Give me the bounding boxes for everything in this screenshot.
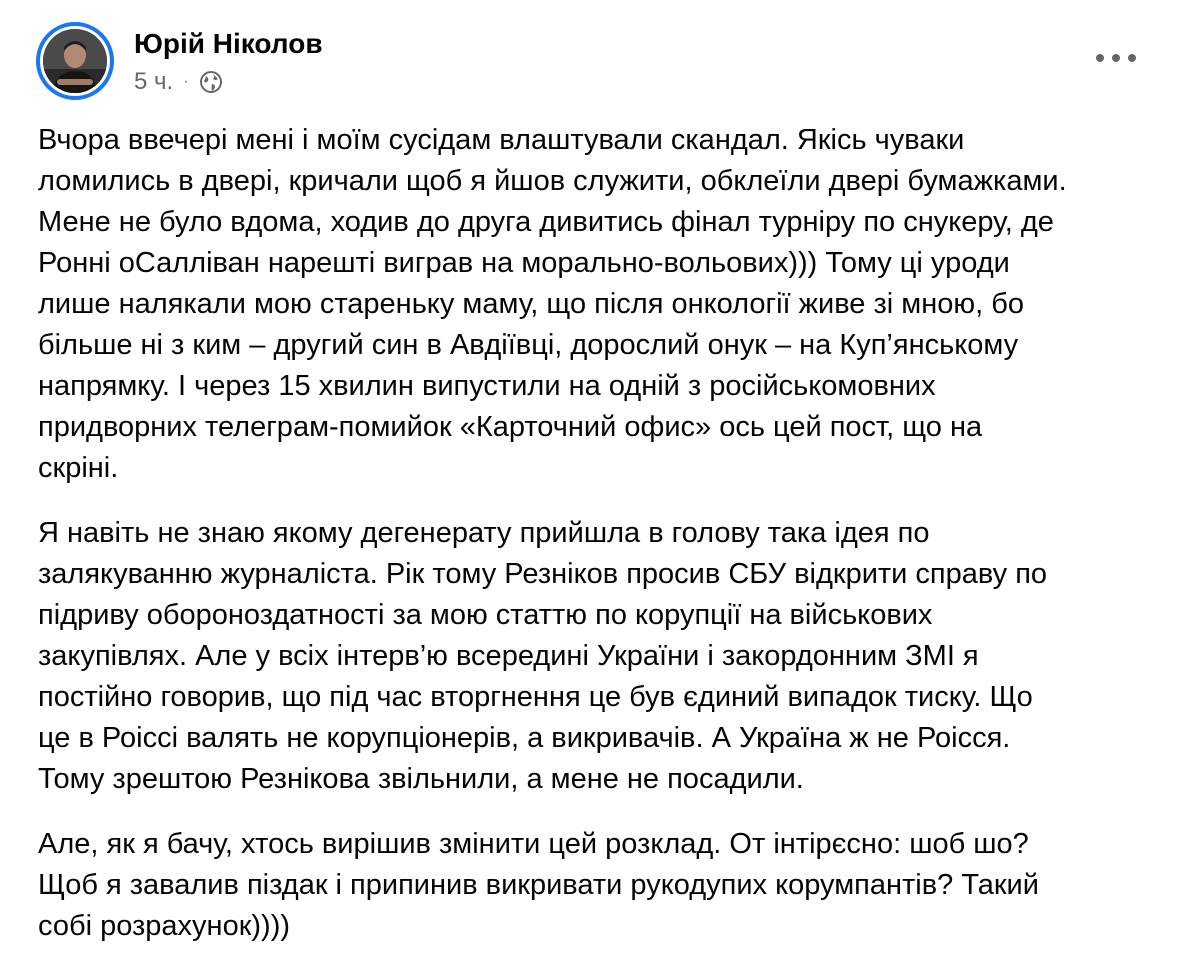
avatar[interactable] xyxy=(36,22,114,100)
post-header xyxy=(36,22,323,106)
post-paragraph: Я навіть не знаю якому дегенерату прийшла в голову така ідея по залякуванню журналіста. Рік тому Резніков просив СБУ відкрити справу по підриву обороноздатності за мою статтю по корупції на військових закупівлях. Але у всіх інтерв’ю всередині України і закордонним ЗМІ я постійно говорив, що під час вторгнення це був єдиний випадок тиску. Що це в Роіссі валять не корупціонерів, а викривачів. А Україна ж не Роісся. Тому зрештою Резнікова звільнили, а мене не посадили. xyxy=(38,517,1048,795)
more-options-button[interactable] xyxy=(1096,44,1136,72)
more-horizontal-icon xyxy=(1096,54,1104,62)
post-meta xyxy=(134,24,323,98)
post-subline xyxy=(134,66,323,98)
post-timestamp[interactable]: 5 ч. xyxy=(134,68,174,95)
post-paragraph: Але, як я бачу, хтось вирішив змінити цей розклад. От інтірєсно: шоб шо? Щоб я завалив піздак і припинив викривати рукодупих корумпантів? Такий собі розрахунок)))) xyxy=(38,828,1039,942)
post-paragraph: Вчора ввечері мені і моїм сусідам влаштували скандал. Якісь чуваки ломились в двері, кричали щоб я йшов служити, обклеїли двері бумажками. Мене не було вдома, ходив до друга дивитись фінал турніру по снукеру, де Ронні оСалліван нарешті виграв на морально-вольових))) Тому ці уроди лише налякали мою стареньку маму, що після онкології живе зі мною, бо більше ні з ким – другий син в Авдіївці, дорослий онук – на Куп’янському напрямку. І через 15 хвилин випустили на одній з російськомовних придворних телеграм-помийок «Карточний офис» ось цей пост, що на скріні. xyxy=(38,124,1067,484)
more-horizontal-icon-dot xyxy=(1112,54,1120,62)
separator-dot: · xyxy=(183,73,189,90)
globe-icon[interactable] xyxy=(199,70,223,94)
author-name[interactable]: Юрій Ніколов xyxy=(134,28,323,59)
more-horizontal-icon-dot xyxy=(1128,54,1136,62)
post-text xyxy=(38,120,1158,971)
avatar-photo xyxy=(43,29,107,93)
